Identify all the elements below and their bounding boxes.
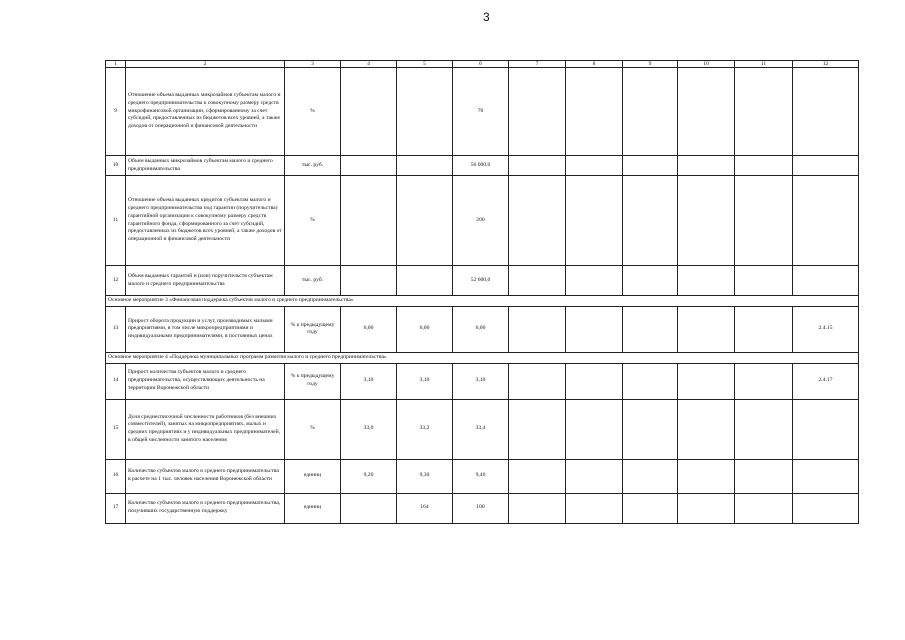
empty-cell [735, 266, 793, 296]
value-cell: 200 [453, 176, 509, 266]
empty-cell [678, 156, 735, 176]
empty-cell [623, 399, 678, 459]
unit-cell: тыс. руб. [285, 156, 341, 176]
unit-cell: единиц [285, 459, 341, 493]
indicator-name: Доля среднесписочной численности работников (без внешних совместителей), занятых на микропредприятиях, малых и средних предприятиях и у индивидуальных предпринимателей, в общей численности занятого населения [126, 399, 285, 459]
value-cell [341, 156, 397, 176]
value-cell: 164 [397, 493, 453, 523]
table-row [106, 493, 859, 523]
empty-cell [623, 156, 678, 176]
table-row [106, 363, 859, 399]
empty-cell [678, 176, 735, 266]
empty-cell [509, 363, 566, 399]
table-row [106, 176, 859, 266]
row-number: 11 [106, 176, 126, 266]
section-row [106, 296, 859, 307]
reference-cell [793, 459, 859, 493]
column-header: 1 [106, 61, 126, 68]
row-number: 12 [106, 266, 126, 296]
indicator-name: Отношение объема выданных кредитов субъектам малого и среднего предпринимательства под гарантии (поручительства) гарантийной организации к совокупному размеру средств гарантийного фонда, сформированного за счет субсидий, предоставленных из бюджетов всех уровней, а также доходов от операционной и финансовой деятельности [126, 176, 285, 266]
empty-cell [623, 363, 678, 399]
column-header: 11 [735, 61, 793, 68]
empty-cell [566, 68, 623, 156]
value-cell [341, 68, 397, 156]
value-cell [397, 266, 453, 296]
table-row [106, 459, 859, 493]
empty-cell [735, 459, 793, 493]
value-cell: 9,40 [453, 459, 509, 493]
empty-cell [735, 399, 793, 459]
value-cell: 3,10 [397, 363, 453, 399]
column-header: 12 [793, 61, 859, 68]
table-header-row [106, 61, 859, 68]
table-row [106, 156, 859, 176]
empty-cell [509, 266, 566, 296]
empty-cell [566, 363, 623, 399]
empty-cell [678, 68, 735, 156]
row-number: 9 [106, 68, 126, 156]
empty-cell [623, 176, 678, 266]
empty-cell [566, 493, 623, 523]
page-number: 3 [483, 10, 490, 24]
empty-cell [509, 306, 566, 352]
empty-cell [566, 156, 623, 176]
value-cell: 6,00 [453, 306, 509, 352]
column-header: 4 [341, 61, 397, 68]
column-header: 6 [453, 61, 509, 68]
value-cell: 3,10 [341, 363, 397, 399]
empty-cell [678, 493, 735, 523]
empty-cell [735, 176, 793, 266]
row-number: 13 [106, 306, 126, 352]
table-row [106, 68, 859, 156]
empty-cell [623, 306, 678, 352]
column-header: 9 [623, 61, 678, 68]
empty-cell [509, 493, 566, 523]
section-row [106, 352, 859, 363]
value-cell: 100 [453, 493, 509, 523]
indicator-name: Количество субъектов малого и среднего предпринимательства, получивших государственную поддержку [126, 493, 285, 523]
value-cell: 9,30 [397, 459, 453, 493]
row-number: 14 [106, 363, 126, 399]
value-cell: 3,10 [453, 363, 509, 399]
empty-cell [509, 399, 566, 459]
indicator-name: Отношение объема выданных микрозаймов субъектам малого и среднего предпринимательства к совокупному размеру средств микрофинансовой организации, сформированному за счет субсидий, предоставленных из бюджетов всех уровней, а также доходов от операционной и финансовой деятельности [126, 68, 285, 156]
indicator-name: Объем выданных микрозаймов субъектам малого и среднего предпринимательства [126, 156, 285, 176]
empty-cell [735, 363, 793, 399]
empty-cell [566, 399, 623, 459]
empty-cell [623, 68, 678, 156]
empty-cell [735, 156, 793, 176]
reference-cell: 2.4.15 [793, 306, 859, 352]
reference-cell: 2.4.17 [793, 363, 859, 399]
indicator-name: Объем выданных гарантий и (или) поручительств субъектам малого и среднего предпринимательства [126, 266, 285, 296]
empty-cell [735, 493, 793, 523]
column-header: 2 [126, 61, 285, 68]
row-number: 15 [106, 399, 126, 459]
unit-cell: % [285, 68, 341, 156]
reference-cell [793, 399, 859, 459]
value-cell [341, 266, 397, 296]
empty-cell [735, 68, 793, 156]
reference-cell [793, 266, 859, 296]
column-header: 7 [509, 61, 566, 68]
value-cell: 9,20 [341, 459, 397, 493]
row-number: 16 [106, 459, 126, 493]
value-cell: 52 600,0 [453, 266, 509, 296]
indicators-table [105, 60, 859, 524]
unit-cell: % [285, 399, 341, 459]
empty-cell [623, 493, 678, 523]
empty-cell [566, 176, 623, 266]
indicator-name: Прирост количества субъектов малого и среднего предпринимательства, осуществляющих деятельность на территории Воронежской области [126, 363, 285, 399]
section-title: Основное мероприятие 4 «Поддержка муниципальных программ развития малого и среднего предпринимательства» [106, 352, 859, 363]
column-header: 3 [285, 61, 341, 68]
column-header: 8 [566, 61, 623, 68]
section-title: Основное мероприятие 3 «Финансовая поддержка субъектов малого и среднего предпринимательства» [106, 296, 859, 307]
empty-cell [509, 459, 566, 493]
empty-cell [678, 363, 735, 399]
empty-cell [509, 176, 566, 266]
empty-cell [566, 306, 623, 352]
empty-cell [678, 399, 735, 459]
empty-cell [509, 156, 566, 176]
reference-cell [793, 68, 859, 156]
empty-cell [678, 266, 735, 296]
row-number: 17 [106, 493, 126, 523]
value-cell: 56 000,0 [453, 156, 509, 176]
unit-cell: % [285, 176, 341, 266]
value-cell [397, 68, 453, 156]
empty-cell [678, 459, 735, 493]
empty-cell [623, 266, 678, 296]
reference-cell [793, 176, 859, 266]
unit-cell: % к предыдущему году [285, 363, 341, 399]
empty-cell [509, 68, 566, 156]
table-row [106, 306, 859, 352]
table-row [106, 266, 859, 296]
unit-cell: единиц [285, 493, 341, 523]
value-cell: 33,0 [341, 399, 397, 459]
value-cell [397, 176, 453, 266]
empty-cell [678, 306, 735, 352]
empty-cell [566, 459, 623, 493]
empty-cell [566, 266, 623, 296]
value-cell [397, 156, 453, 176]
table-row [106, 399, 859, 459]
unit-cell: тыс. руб. [285, 266, 341, 296]
unit-cell: % к предыдущему году [285, 306, 341, 352]
row-number: 10 [106, 156, 126, 176]
value-cell: 6,00 [397, 306, 453, 352]
reference-cell [793, 156, 859, 176]
empty-cell [623, 459, 678, 493]
column-header: 5 [397, 61, 453, 68]
indicator-name: Количество субъектов малого и среднего предпринимательства в расчете на 1 тыс. человек населения Воронежской области [126, 459, 285, 493]
value-cell [341, 493, 397, 523]
column-header: 10 [678, 61, 735, 68]
value-cell: 6,00 [341, 306, 397, 352]
empty-cell [735, 306, 793, 352]
value-cell: 33,4 [453, 399, 509, 459]
value-cell: 70 [453, 68, 509, 156]
value-cell [341, 176, 397, 266]
value-cell: 33,2 [397, 399, 453, 459]
reference-cell [793, 493, 859, 523]
indicator-name: Прирост оборота продукции и услуг, производимых малыми предприятиями, в том числе микропредприятиями и индивидуальными предпринимателями, в постоянных ценах [126, 306, 285, 352]
